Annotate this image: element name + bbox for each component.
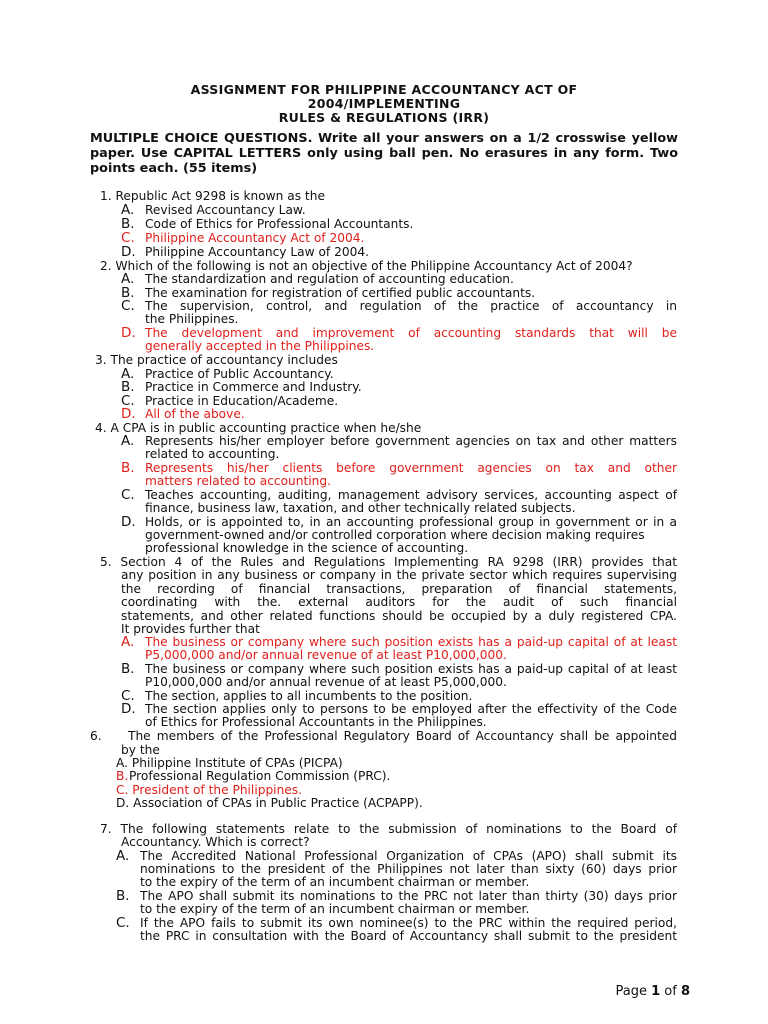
option-letter: C. (121, 393, 135, 409)
text-line: Practice in Education/Academe. (145, 394, 339, 408)
text-line: related to accounting. (145, 447, 280, 461)
option-letter: D. (121, 406, 136, 422)
text-line: Practice in Commerce and Industry. (145, 380, 362, 394)
text-line: Code of Ethics for Professional Accountants. (145, 217, 414, 231)
option-letter: D. (121, 244, 136, 260)
option-letter: C. (121, 487, 135, 503)
text-line: Professional Regulation Commission (PRC). (129, 769, 391, 783)
text-line: Holds, or is appointed to, in an accounting professional group in government or in a (145, 515, 677, 529)
current-page-number: 1 (651, 984, 661, 999)
option-letter: A. (121, 433, 135, 449)
text-line: 7. The following statements relate to the submission of nominations to the Board of (100, 822, 677, 836)
doc-title-line-1: ASSIGNMENT FOR PHILIPPINE ACCOUNTANCY ACT OF (190, 82, 578, 97)
text-line: of Ethics for Professional Accountants in the Philippines. (145, 715, 487, 729)
instructions-paragraph: MULTIPLE CHOICE QUESTIONS. Write all your answers on a 1/2 crosswise yellow paper. Use CAPITAL LETTERS only using ball pen. No erasures in any form. Two points each. (55 items) (90, 131, 678, 176)
text-line: P5,000,000 and/or annual revenue of at least P10,000,000. (145, 648, 507, 662)
option-letter: C. (121, 298, 135, 314)
text-line: Philippine Accountancy Act of 2004. (145, 231, 365, 245)
text-line: The business or company where such position exists has a paid-up capital of at least (145, 635, 677, 649)
text-line: coordinating with the. external auditors for the audit of such financial (121, 595, 677, 609)
text-line: C. President of the Philippines. (116, 783, 303, 797)
text-line: matters related to accounting. (145, 474, 331, 488)
option-letter: C. (121, 230, 135, 246)
option-letter: D. (121, 701, 136, 717)
doc-title-line-3: RULES & REGULATIONS (IRR) (278, 110, 490, 125)
text-line: Accountancy. Which is correct? (121, 835, 310, 849)
text-line: 4. A CPA is in public accounting practice when he/she (95, 421, 422, 435)
option-letter: A. (116, 848, 130, 864)
text-line: A. Philippine Institute of CPAs (PICPA) (116, 756, 343, 770)
text-line: generally accepted in the Philippines. (145, 339, 375, 353)
text-line: 5. Section 4 of the Rules and Regulations Implementing RA 9298 (IRR) provides that (100, 555, 677, 569)
text-line: Represents his/her clients before government agencies on tax and other (145, 461, 677, 475)
text-line: The section, applies to all incumbents to the position. (145, 689, 473, 703)
option-letter: A. (121, 634, 135, 650)
text-line: the Philippines. (145, 312, 239, 326)
text-line: The business or company where such position exists has a paid-up capital of at least (145, 662, 677, 676)
text-line: Teaches accounting, auditing, management advisory services, accounting aspect of (145, 488, 677, 502)
option-letter: C. (116, 915, 130, 931)
option-letter: A. (121, 271, 135, 287)
text-line: If the APO fails to submit its own nominee(s) to the PRC within the required period, (140, 916, 677, 930)
option-letter: B. (121, 285, 135, 301)
text-line: to the expiry of the term of an incumbent chairman or member. (140, 902, 530, 916)
text-line: the recording of financial transactions, preparation of financial statements, (121, 582, 677, 596)
doc-title-line-2: 2004/IMPLEMENTING (307, 96, 461, 111)
text-line: professional knowledge in the science of accounting. (145, 541, 469, 555)
page-footer (615, 984, 690, 999)
text-line: It provides further that (121, 622, 260, 636)
text-line: the PRC in consultation with the Board of Accountancy shall submit to the president (140, 929, 677, 943)
text-line: 2. Which of the following is not an objective of the Philippine Accountancy Act of 2004? (100, 259, 633, 273)
text-line: any position in any business or company in the private sector which requires supervising (121, 568, 677, 582)
option-letter: B. (116, 888, 130, 904)
text-line: government-owned and/or controlled corporation where decision making requires (145, 528, 645, 542)
option-letter: B. (121, 379, 135, 395)
text-line: 3. The practice of accountancy includes (95, 353, 338, 367)
text-line: The APO shall submit its nominations to the PRC not later than thirty (30) days prior (140, 889, 677, 903)
text-line: by the (121, 743, 160, 757)
text-line: 6. (90, 729, 102, 743)
text-line: The examination for registration of certified public accountants. (145, 286, 536, 300)
text-line: finance, business law, taxation, and other technically related subjects. (145, 501, 576, 515)
option-letter: D. (121, 325, 136, 341)
text-line: 1. Republic Act 9298 is known as the (100, 189, 325, 203)
text-line: to the expiry of the term of an incumbent chairman or member. (140, 875, 530, 889)
text-line: Philippine Accountancy Law of 2004. (145, 245, 369, 259)
option-letter: D. (121, 514, 136, 530)
option-letter: C. (121, 688, 135, 704)
text-line: The Accredited National Professional Organization of CPAs (APO) shall submit its (140, 849, 677, 863)
text-line: Represents his/her employer before government agencies on tax and other matters (145, 434, 677, 448)
text-line: nominations to the president of the Philippines not later than sixty (60) days prior (140, 862, 677, 876)
of-word: of (664, 984, 677, 999)
text-line: D. Association of CPAs in Public Practice (ACPAPP). (116, 796, 423, 810)
option-letter: B. (121, 460, 135, 476)
text-line: The supervision, control, and regulation of the practice of accountancy in (145, 299, 677, 313)
text-line: The members of the Professional Regulatory Board of Accountancy shall be appointed (128, 729, 677, 743)
text-line: All of the above. (145, 407, 245, 421)
option-letter: A. (121, 366, 135, 382)
page-word: Page (615, 984, 647, 999)
text-line: B. (116, 769, 129, 783)
text-line: P10,000,000 and/or annual revenue of at least P5,000,000. (145, 675, 507, 689)
text-line: The standardization and regulation of accounting education. (145, 272, 514, 286)
option-letter: A. (121, 202, 135, 218)
text-line: statements, and other related functions should be occupied by a duly registered CPA. (121, 609, 677, 623)
total-page-count: 8 (680, 984, 690, 999)
text-line: The section applies only to persons to be employed after the effectivity of the Code (145, 702, 677, 716)
option-letter: B. (121, 216, 135, 232)
text-line: Practice of Public Accountancy. (145, 367, 334, 381)
text-line: The development and improvement of accounting standards that will be (145, 326, 677, 340)
text-line: Revised Accountancy Law. (145, 203, 306, 217)
option-letter: B. (121, 661, 135, 677)
